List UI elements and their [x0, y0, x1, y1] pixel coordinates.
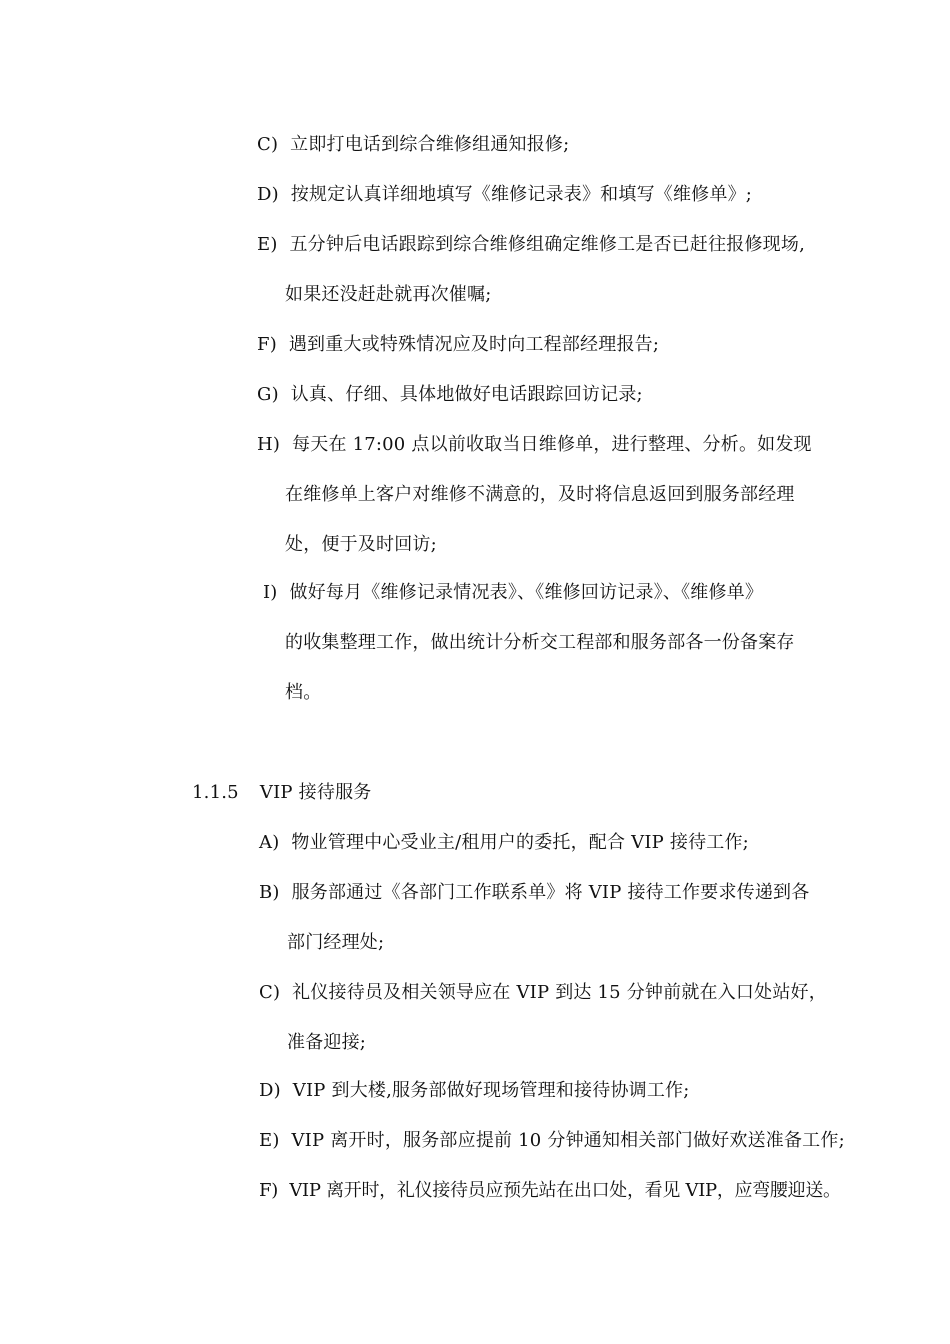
item-marker: I) [263, 582, 278, 603]
list-item-i-continuation: 的收集整理工作，做出统计分析交工程部和服务部各一份备案存 [285, 632, 795, 653]
item-marker: H) [257, 434, 281, 455]
list-item-f [257, 333, 659, 357]
list-item-a [259, 831, 749, 855]
item-marker: E) [259, 1130, 280, 1151]
list-item-h-continuation: 在维修单上客户对维修不满意的，及时将信息返回到服务部经理 [285, 484, 795, 505]
list-item-d [259, 1079, 690, 1103]
item-marker: G) [257, 384, 279, 405]
item-text: 立即打电话到综合维修组通知报修; [290, 134, 570, 155]
list-item-h-continuation: 处，便于及时回访; [285, 534, 437, 555]
item-marker: E) [257, 234, 278, 255]
item-text: VIP 离开时，礼仪接待员应预先站在出口处，看见 VIP，应弯腰迎送。 [289, 1180, 841, 1201]
list-item-c [259, 981, 827, 1005]
list-item-d [257, 183, 752, 207]
list-item-g [257, 383, 643, 407]
list-item-e [257, 233, 805, 257]
list-item-e-continuation: 如果还没赶赴就再次催嘱; [285, 284, 492, 305]
section-number: 1.1.5 [192, 782, 239, 803]
list-item-f [259, 1179, 841, 1203]
item-marker: A) [259, 832, 280, 853]
item-marker: C) [259, 982, 281, 1003]
section-title: VIP 接待服务 [259, 782, 372, 803]
list-item-b-continuation: 部门经理处; [287, 932, 385, 953]
section-heading [192, 781, 371, 805]
list-item-h [257, 433, 812, 457]
item-text: 遇到重大或特殊情况应及时向工程部经理报告; [288, 334, 660, 355]
item-text: 做好每月《维修记录情况表》、《维修回访记录》、《维修单》 [289, 582, 764, 603]
list-item-i-continuation: 档。 [285, 682, 322, 703]
item-marker: F) [259, 1180, 278, 1201]
item-text: VIP 到大楼,服务部做好现场管理和接待协调工作; [292, 1080, 690, 1101]
item-marker: B) [259, 882, 280, 903]
item-text: 服务部通过《各部门工作联系单》将 VIP 接待工作要求传递到各 [291, 882, 810, 903]
list-item-b [259, 881, 809, 905]
list-item-c [257, 133, 569, 157]
item-text: VIP 离开时，服务部应提前 10 分钟通知相关部门做好欢送准备工作; [291, 1130, 845, 1151]
item-marker: C) [257, 134, 279, 155]
item-marker: F) [257, 334, 277, 355]
list-item-c-continuation: 准备迎接; [287, 1032, 367, 1053]
item-text: 每天在 17:00 点以前收取当日维修单，进行整理、分析。如发现 [292, 434, 812, 455]
item-text: 物业管理中心受业主/租用户的委托，配合 VIP 接待工作; [291, 832, 749, 853]
list-item-i [263, 581, 763, 605]
item-text: 按规定认真详细地填写《维修记录表》和填写《维修单》; [290, 184, 753, 205]
item-marker: D) [259, 1080, 281, 1101]
item-text: 礼仪接待员及相关领导应在 VIP 到达 15 分钟前就在入口处站好， [292, 982, 827, 1003]
item-text: 认真、仔细、具体地做好电话跟踪回访记录; [290, 384, 643, 405]
list-item-e [259, 1129, 845, 1153]
item-marker: D) [257, 184, 279, 205]
item-text: 五分钟后电话跟踪到综合维修组确定维修工是否已赶往报修现场, [289, 234, 806, 255]
